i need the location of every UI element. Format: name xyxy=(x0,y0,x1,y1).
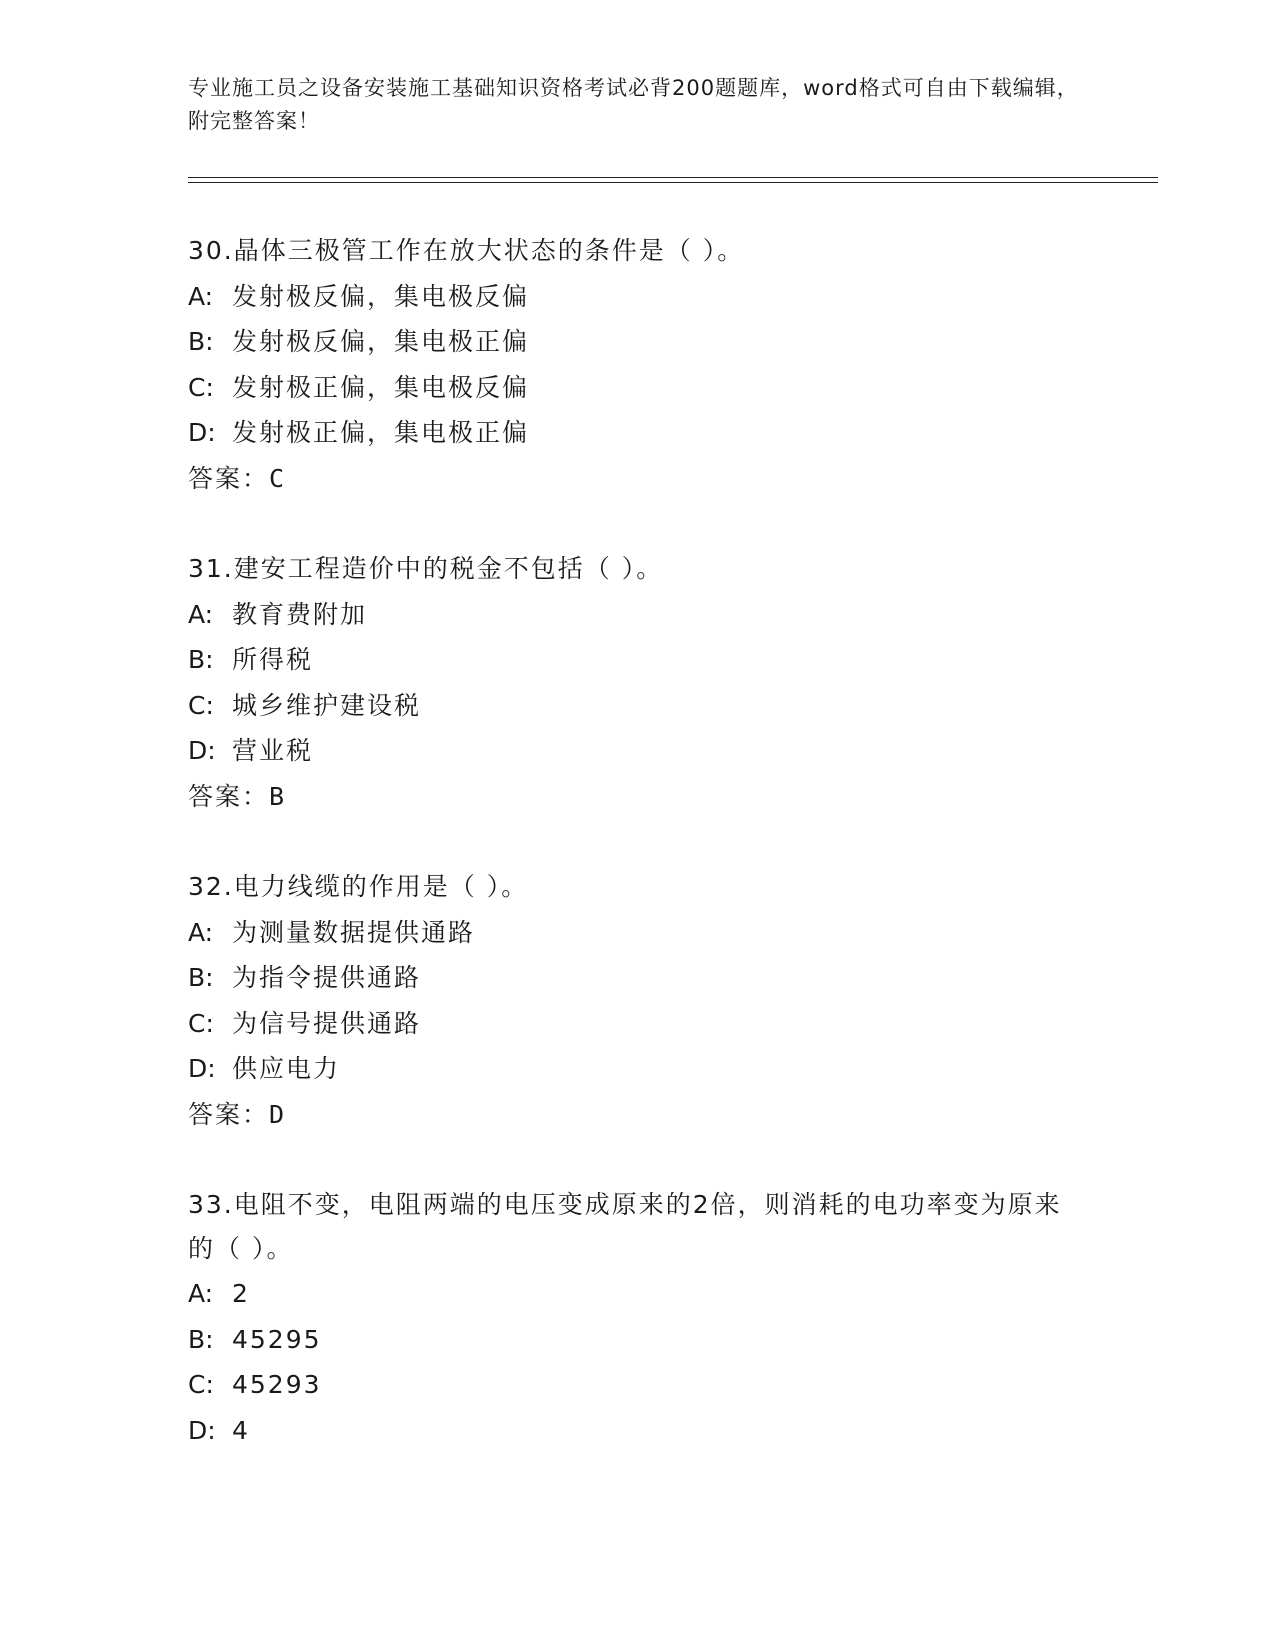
option-c xyxy=(188,365,1088,411)
option-b xyxy=(188,319,1088,365)
option-c xyxy=(188,683,1088,729)
option-text: 4 xyxy=(232,1415,250,1445)
option-a xyxy=(188,592,1088,638)
option-key: B: xyxy=(188,645,214,674)
option-b xyxy=(188,1317,1088,1363)
question-stem: 31.建安工程造价中的税金不包括（ ）。 xyxy=(188,554,664,583)
option-text: 45295 xyxy=(232,1324,322,1354)
option-a xyxy=(188,274,1088,320)
option-key: D: xyxy=(188,736,216,765)
option-key: A: xyxy=(188,1279,214,1308)
option-text: 为测量数据提供通路 xyxy=(232,917,476,947)
option-key: D: xyxy=(188,418,216,447)
question-stem: 30.晶体三极管工作在放大状态的条件是（ ）。 xyxy=(188,236,745,265)
option-text: 发射极正偏，集电极正偏 xyxy=(232,418,530,447)
question-30 xyxy=(188,228,1088,501)
option-text: 城乡维护建设税 xyxy=(232,690,422,720)
option-text: 发射极反偏，集电极正偏 xyxy=(232,327,530,356)
option-c xyxy=(188,1362,1088,1408)
option-text: 营业税 xyxy=(232,736,314,765)
option-d xyxy=(188,728,1088,774)
option-text: 所得税 xyxy=(232,645,314,674)
question-31 xyxy=(188,546,1088,819)
option-d xyxy=(188,410,1088,456)
option-key: B: xyxy=(188,963,214,992)
option-key: C: xyxy=(188,1008,214,1038)
option-text: 发射极正偏，集电极反偏 xyxy=(232,372,530,402)
answer-label: 答案：C xyxy=(188,463,287,493)
option-key: A: xyxy=(188,599,214,629)
answer-label: 答案：B xyxy=(188,781,287,811)
document-header: 专业施工员之设备安装施工基础知识资格考试必背200题题库，word格式可自由下载编辑，附完整答案！ xyxy=(188,76,1079,133)
option-d xyxy=(188,1046,1088,1092)
option-key: D: xyxy=(188,1415,216,1445)
option-key: A: xyxy=(188,281,214,311)
option-b xyxy=(188,955,1088,1001)
option-key: D: xyxy=(188,1054,216,1083)
question-33 xyxy=(188,1183,1088,1453)
option-text: 供应电力 xyxy=(232,1054,341,1083)
option-key: C: xyxy=(188,1370,214,1399)
option-text: 发射极反偏，集电极反偏 xyxy=(232,281,530,311)
option-text: 45293 xyxy=(232,1370,322,1399)
option-key: B: xyxy=(188,327,214,356)
option-text: 2 xyxy=(232,1279,250,1308)
option-a xyxy=(188,1271,1088,1317)
option-key: A: xyxy=(188,917,214,947)
option-text: 为信号提供通路 xyxy=(232,1008,422,1038)
option-key: C: xyxy=(188,372,214,402)
answer-label: 答案：D xyxy=(188,1099,287,1129)
option-a xyxy=(188,910,1088,956)
option-key: C: xyxy=(188,690,214,720)
header-divider xyxy=(188,177,1158,183)
question-stem: 33.电阻不变，电阻两端的电压变成原来的2倍，则消耗的电功率变为原来的（ ）。 xyxy=(188,1190,1062,1263)
option-c xyxy=(188,1001,1088,1047)
option-key: B: xyxy=(188,1324,214,1354)
option-b xyxy=(188,637,1088,683)
question-stem: 32.电力线缆的作用是（ ）。 xyxy=(188,872,529,901)
option-text: 为指令提供通路 xyxy=(232,963,422,992)
option-text: 教育费附加 xyxy=(232,599,368,629)
question-32 xyxy=(188,864,1088,1137)
option-d xyxy=(188,1408,1088,1454)
